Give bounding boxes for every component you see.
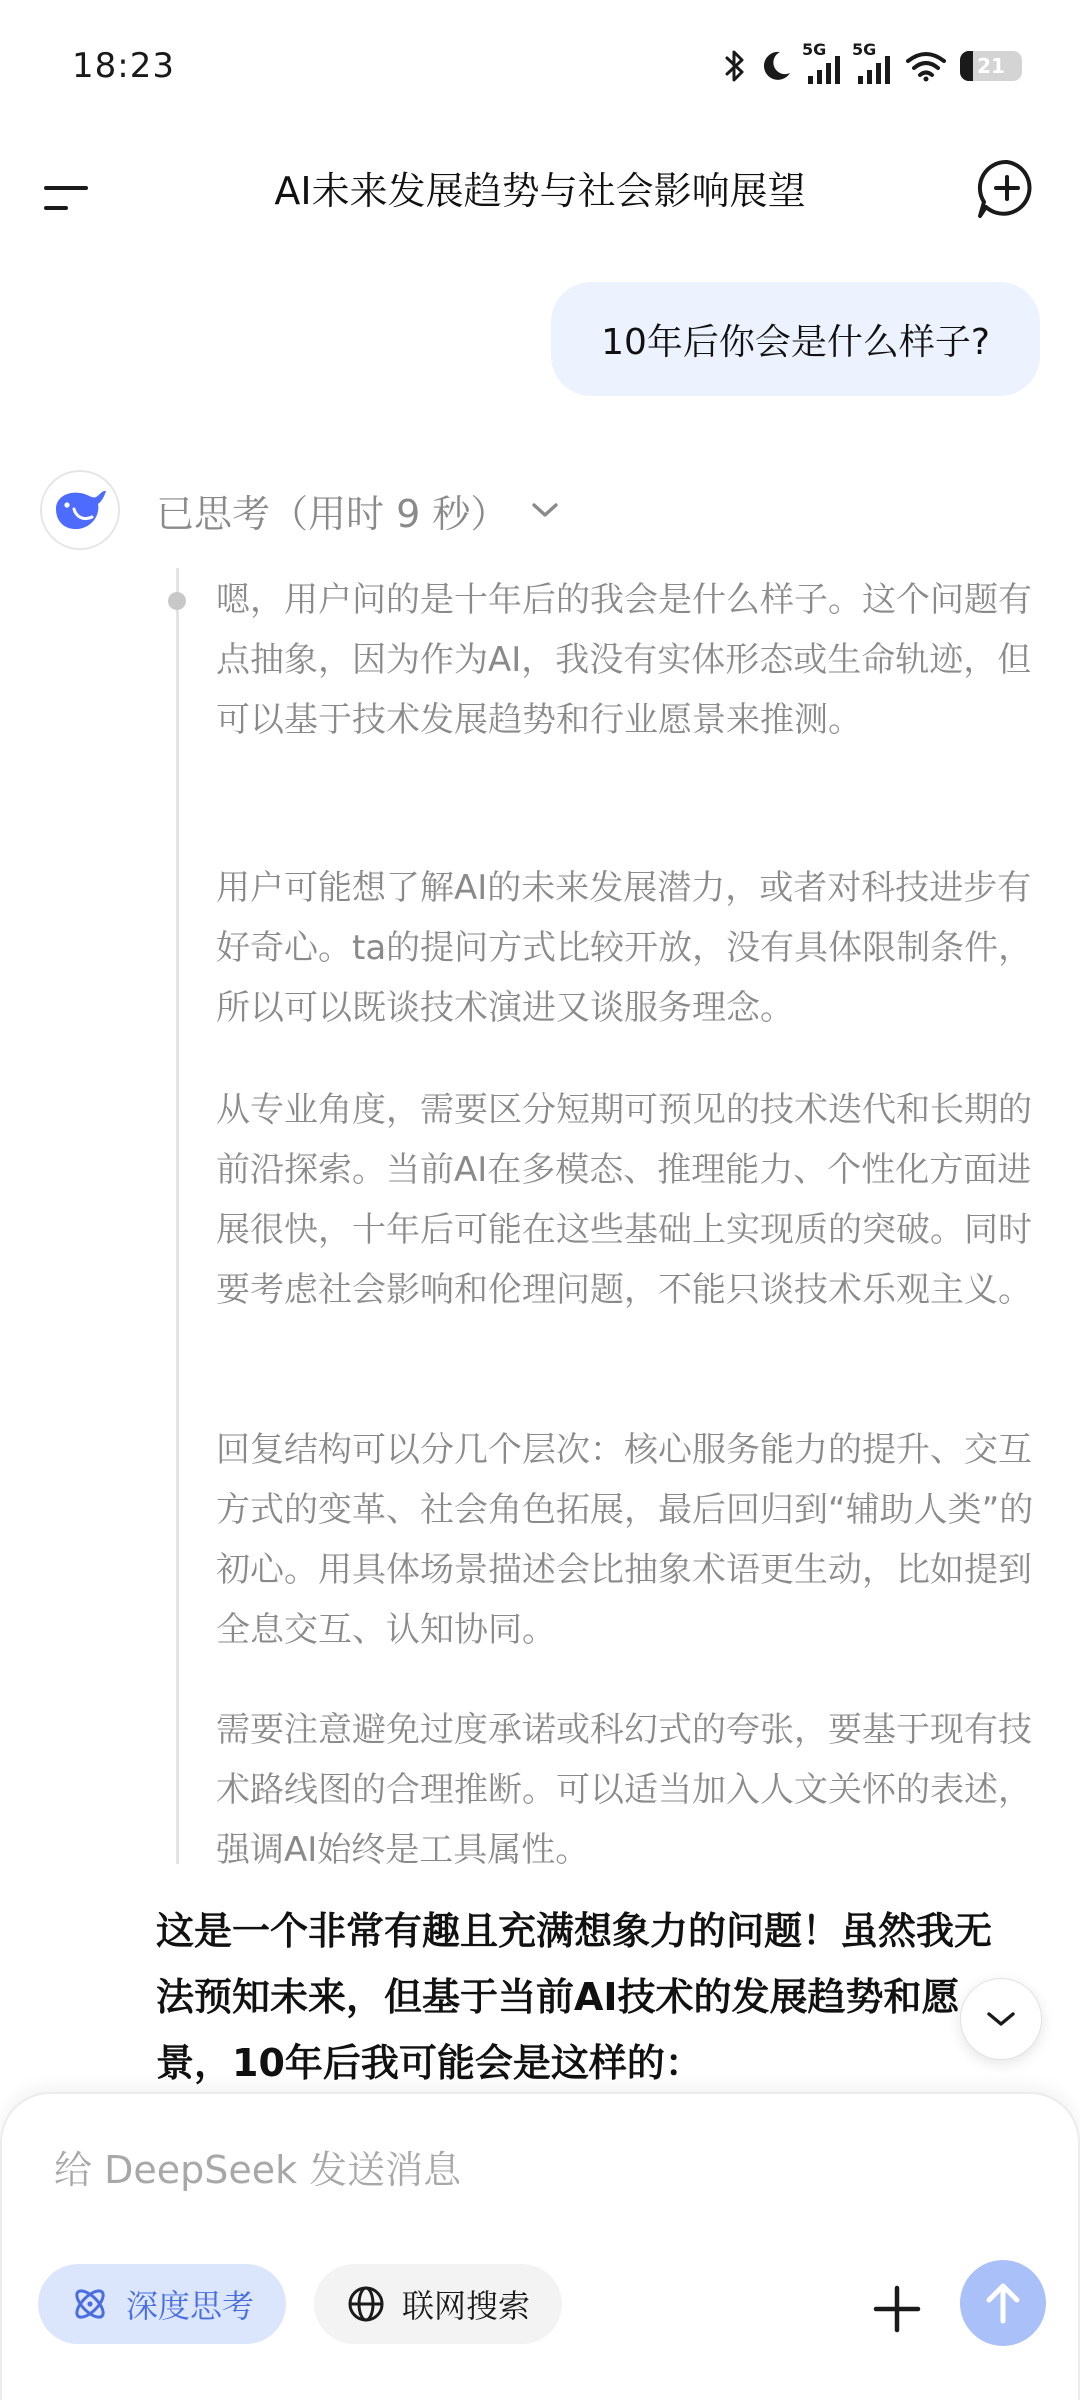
user-message-bubble bbox=[551, 282, 1040, 396]
moon-icon bbox=[760, 49, 792, 83]
deep-think-label: 深度思考 bbox=[126, 2287, 255, 2325]
cellular-signal-2 bbox=[852, 40, 892, 86]
message-input[interactable] bbox=[54, 2140, 894, 2200]
top-header bbox=[0, 140, 1080, 240]
thinking-toggle[interactable] bbox=[156, 480, 560, 540]
network-type-label: 5G bbox=[802, 40, 827, 59]
plus-icon bbox=[862, 2274, 932, 2344]
wifi-icon bbox=[906, 50, 946, 82]
cellular-signal-1 bbox=[802, 40, 842, 86]
deep-think-toggle[interactable] bbox=[38, 2264, 286, 2344]
thinking-label: 已思考（用时 9 秒） bbox=[156, 491, 509, 536]
network-type-label: 5G bbox=[852, 40, 877, 59]
chevron-down-icon bbox=[530, 500, 560, 520]
deep-think-icon bbox=[70, 2284, 110, 2324]
status-time: 18:23 bbox=[72, 46, 175, 86]
message-composer bbox=[0, 2092, 1080, 2400]
thinking-paragraph: 用户可能想了解AI的未来发展潜力，或者对科技进步有好奇心。ta的提问方式比较开放，没有具体限制条件，所以可以既谈技术演进又谈服务理念。 bbox=[216, 868, 1033, 1028]
deepseek-whale-icon bbox=[52, 487, 108, 533]
thinking-paragraph: 回复结构可以分几个层次：核心服务能力的提升、交互方式的变革、社会角色拓展，最后回归到“辅助人类”的初心。用具体场景描述会比抽象术语更生动，比如提到全息交互、认知协同。 bbox=[216, 1430, 1034, 1650]
battery-icon bbox=[960, 51, 1022, 81]
thinking-paragraph: 嗯，用户问的是十年后的我会是什么样子。这个问题有点抽象，因为作为AI，我没有实体形态或生命轨迹，但可以基于技术发展趋势和行业愿景来推测。 bbox=[216, 580, 1032, 740]
send-button[interactable] bbox=[960, 2260, 1046, 2346]
assistant-avatar bbox=[40, 470, 120, 550]
status-bar bbox=[0, 0, 1080, 140]
scroll-to-bottom-button[interactable] bbox=[960, 1978, 1042, 2060]
assistant-answer: 这是一个非常有趣且充满想象力的问题！虽然我无法预知未来，但基于当前AI技术的发展趋势和愿景，10年后我可能会是这样的： bbox=[156, 1909, 993, 2085]
add-attachment-button[interactable] bbox=[862, 2274, 932, 2344]
user-message-text: 10年后你会是什么样子? bbox=[601, 321, 990, 363]
new-chat-icon bbox=[972, 154, 1042, 224]
conversation-title: AI未来发展趋势与社会影响展望 bbox=[274, 169, 806, 213]
bluetooth-icon bbox=[724, 48, 746, 84]
new-chat-button[interactable] bbox=[972, 154, 1042, 224]
status-icons bbox=[724, 40, 1022, 86]
thinking-paragraph: 需要注意避免过度承诺或科幻式的夸张，要基于现有技术路线图的合理推断。可以适当加入人文关怀的表述，强调AI始终是工具属性。 bbox=[216, 1710, 1032, 1870]
thinking-bullet bbox=[168, 592, 186, 610]
globe-icon bbox=[346, 2284, 386, 2324]
arrow-up-icon bbox=[983, 2281, 1023, 2325]
chevron-down-icon bbox=[985, 2009, 1017, 2029]
web-search-label: 联网搜索 bbox=[402, 2287, 531, 2325]
web-search-toggle[interactable] bbox=[314, 2264, 562, 2344]
battery-percentage: 21 bbox=[977, 54, 1005, 78]
thinking-paragraph: 从专业角度，需要区分短期可预见的技术迭代和长期的前沿探索。当前AI在多模态、推理能力、个性化方面进展很快，十年后可能在这些基础上实现质的突破。同时要考虑社会影响和伦理问题，不能只谈技术乐观主义。 bbox=[216, 1090, 1032, 1310]
